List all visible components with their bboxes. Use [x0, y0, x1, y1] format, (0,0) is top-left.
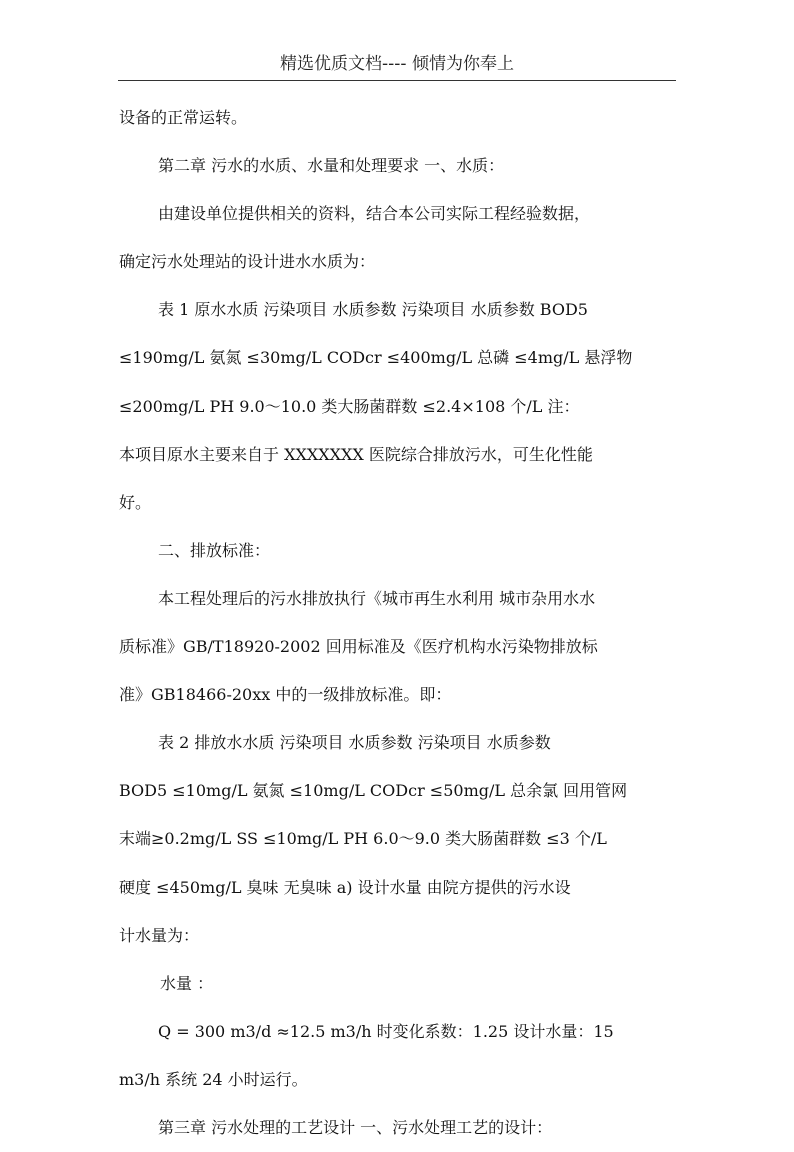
- text-line: 硬度 ≤450mg/L 臭味 无臭味 a) 设计水量 由院方提供的污水设: [119, 877, 571, 897]
- text-line: 本工程处理后的污水排放执行《城市再生水利用 城市杂用水水: [158, 588, 596, 608]
- text-line: m3/h 系统 24 小时运行。: [119, 1069, 308, 1089]
- text-line: 计水量为：: [119, 925, 200, 945]
- text-line: 本项目原水主要来自于 XXXXXXX 医院综合排放污水，可生化性能: [119, 444, 593, 464]
- text-line: 准》GB18466-20xx 中的一级排放标准。即：: [119, 685, 452, 705]
- section-heading: 二、排放标准：: [158, 540, 271, 560]
- chapter-heading: 第二章 污水的水质、水量和处理要求 一、水质：: [158, 156, 505, 176]
- text-line: ≤200mg/L PH 9.0～10.0 类大肠菌群数 ≤2.4×108 个/L 注：: [119, 396, 580, 416]
- page-header-title: 精选优质文档---- 倾情为你奉上: [280, 54, 514, 74]
- text-line: 确定污水处理站的设计进水水质为：: [119, 252, 376, 272]
- text-line: 好。: [119, 492, 152, 512]
- table-caption-line: 表 1 原水水质 污染项目 水质参数 污染项目 水质参数 BOD5: [158, 300, 588, 320]
- header-divider: [118, 80, 676, 81]
- text-line: BOD5 ≤10mg/L 氨氮 ≤10mg/L CODcr ≤50mg/L 总余氯 回用管网: [119, 781, 628, 801]
- text-line: 由建设单位提供相关的资料，结合本公司实际工程经验数据，: [158, 204, 591, 224]
- text-line: Q = 300 m3/d ≈12.5 m3/h 时变化系数：1.25 设计水量：15: [158, 1021, 614, 1041]
- text-line: 末端≥0.2mg/L SS ≤10mg/L PH 6.0～9.0 类大肠菌群数 ≤3 个/L: [119, 829, 607, 849]
- text-line: 设备的正常运转。: [119, 108, 248, 127]
- document-body: [119, 94, 681, 1152]
- table-caption-line: 表 2 排放水水质 污染项目 水质参数 污染项目 水质参数: [158, 733, 551, 753]
- text-line: 质标准》GB/T18920-2002 回用标准及《医疗机构水污染物排放标: [119, 637, 598, 657]
- chapter-heading: 第三章 污水处理的工艺设计 一、污水处理工艺的设计：: [158, 1117, 553, 1137]
- text-line: ≤190mg/L 氨氮 ≤30mg/L CODcr ≤400mg/L 总磷 ≤4mg/L 悬浮物: [119, 348, 633, 368]
- text-line: 水量 ：: [160, 973, 214, 993]
